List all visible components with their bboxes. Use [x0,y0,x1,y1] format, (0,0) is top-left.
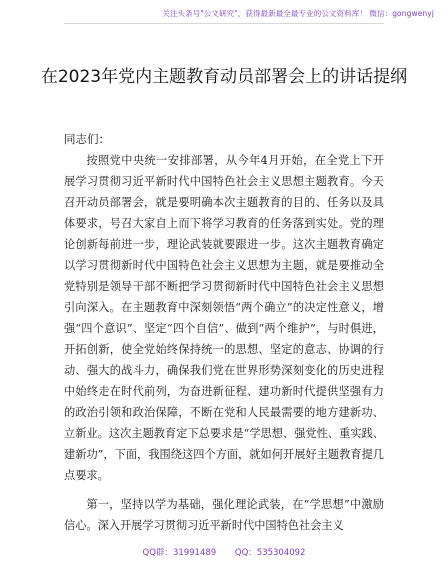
document-body [64,150,384,544]
header-banner: 关注头条号"公文研究"，获得最新最全最专业的公文资料库！ 微信：gongwenyj [162,9,434,18]
document-title: 在2023年党内主题教育动员部署会上的讲话提纲 [40,67,408,88]
footer-qq [235,548,306,558]
paragraph-2: 第一，坚持以学为基础，强化理论武装，在“学思想”中激励信心。深入开展学习贯彻习近平新时代中国特色社会主义 [64,498,384,532]
footer-qq-group [143,548,217,558]
salutation: 同志们： [64,132,110,146]
footer-qq-value: 535304092 [256,548,306,558]
header-divider [64,23,384,24]
footer-qq-group-value: 31991489 [172,548,217,558]
footer-contact [0,546,448,558]
paragraph-1: 按照党中央统一安排部署，从今年4月开始，在全党上下开展学习贯彻习近平新时代中国特色社会主义思想主题教育。今天召开动员部署会，就是要明确本次主题教育的目的、任务以及具体要求，号召大家自上而下将学习教育的任务落到实处。党的理论创新每前进一步，理论武装就要跟进一步。这次主题教育确定以学习贯彻新时代中国特色社会主义思想为主题，就是要推动全党特别是领导干部不断把学习贯彻新时代中国特色社会主义思想引向深入。在主题教育中深刻领悟“两个确立”的决定性意义，增强“四个意识”、坚定“四个自信”、做到“两个维护”，与时俱进，开拓创新，使全党始终保持统一的思想、坚定的意志、协调的行动、强大的战斗力，确保我们党在世界形势深刻变化的历史进程中始终走在时代前列，为奋进新征程、建功新时代提供坚强有力的政治引领和政治保障，不断在党和人民最需要的地方建新功、立新业。这次主题教育定下总要求是“学思想、强党性、重实践、建新功”，下面，我围绕这四个方面，就如何开展好主题教育提几点要求。 [64,154,384,482]
footer-qq-group-label: QQ群： [142,548,173,558]
footer-qq-label: QQ： [234,548,257,558]
